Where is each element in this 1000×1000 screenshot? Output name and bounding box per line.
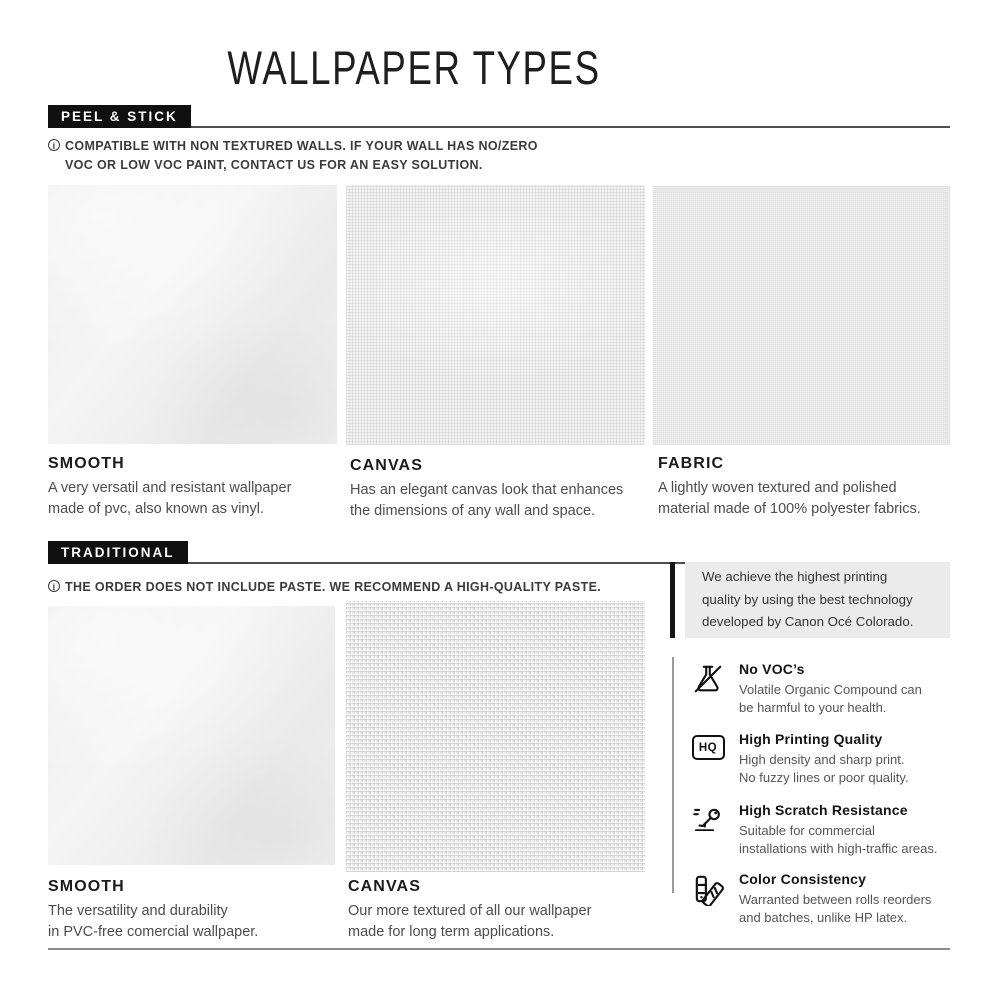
feature-title: Color Consistency [739, 871, 867, 887]
quote-line: quality by using the best technology [702, 591, 913, 607]
swatch-image-fabric-peel-stick [653, 186, 950, 445]
note-line: THE ORDER DOES NOT INCLUDE PASTE. WE RECOMMEND A HIGH-QUALITY PASTE. [65, 580, 602, 594]
desc-line: Has an elegant canvas look that enhances [350, 482, 624, 498]
hq-glyph: HQ [692, 735, 725, 760]
feature-text [739, 661, 922, 718]
swatch-desc-fabric [658, 478, 921, 519]
feature-high-printing-quality [690, 731, 954, 788]
note-line: VOC OR LOW VOC PAINT, CONTACT US FOR AN EASY SOLUTION. [65, 158, 483, 172]
desc-line: in PVC-free comercial wallpaper. [48, 923, 259, 940]
feature-title: High Scratch Resistance [739, 802, 908, 818]
feature-no-voc [690, 661, 954, 718]
desc-line: be harmful to your health. [739, 700, 887, 716]
features-divider-line [672, 657, 674, 893]
desc-line: Suitable for commercial [739, 822, 875, 838]
desc-line: made for long term applications. [348, 923, 555, 940]
feature-desc [739, 891, 931, 929]
desc-line: A very versatil and resistant wallpaper [48, 480, 292, 496]
desc-line: installations with high-traffic areas. [739, 841, 938, 857]
feature-desc [739, 681, 922, 719]
swatch-label-smooth-traditional: SMOOTH [48, 878, 125, 895]
feature-title: No VOC’s [739, 661, 805, 677]
feature-high-scratch-resistance [690, 802, 954, 859]
feature-text [739, 871, 931, 928]
swatch-label-canvas-traditional: CANVAS [348, 878, 421, 895]
section-badge-traditional: TRADITIONAL [48, 541, 188, 564]
desc-line: material made of 100% polyester fabrics. [658, 500, 921, 517]
feature-desc [739, 751, 909, 789]
desc-line: The versatility and durability [48, 903, 228, 919]
desc-line: Warranted between rolls reorders [739, 891, 932, 907]
desc-line: Our more textured of all our wallpaper [348, 903, 592, 919]
quote-line: We achieve the highest printing [702, 568, 888, 584]
feature-title: High Printing Quality [739, 731, 883, 747]
hq-badge-icon [690, 731, 726, 760]
desc-line: and batches, unlike HP latex. [739, 910, 908, 926]
section-badge-peel-stick: PEEL & STICK [48, 105, 191, 128]
feature-text [739, 802, 937, 859]
peel-stick-note [48, 137, 538, 175]
color-swatch-fan-icon [690, 871, 726, 906]
desc-line: No fuzzy lines or poor quality. [739, 770, 909, 786]
info-icon: i [48, 139, 60, 151]
page-title: WALLPAPER TYPES [227, 41, 601, 94]
swatch-desc-smooth-traditional [48, 901, 258, 942]
feature-text [739, 731, 909, 788]
bottom-divider [48, 948, 950, 950]
swatch-label-smooth: SMOOTH [48, 455, 125, 472]
desc-line: A lightly woven textured and polished [658, 480, 897, 496]
swatch-desc-canvas [350, 480, 623, 521]
note-line: COMPATIBLE WITH NON TEXTURED WALLS. IF YOUR WALL HAS NO/ZERO [65, 139, 538, 153]
no-voc-flask-icon [690, 661, 726, 696]
desc-line: Volatile Organic Compound can [739, 681, 922, 697]
feature-desc [739, 822, 937, 860]
swatch-image-canvas-traditional [346, 601, 645, 872]
traditional-note [48, 578, 601, 597]
swatch-desc-smooth [48, 478, 291, 519]
scratch-key-icon [690, 802, 726, 837]
quote-accent-bar [670, 562, 675, 638]
desc-line: High density and sharp print. [739, 751, 905, 767]
desc-line: the dimensions of any wall and space. [350, 502, 596, 519]
printing-quality-quote [685, 562, 950, 638]
feature-color-consistency [690, 871, 954, 928]
swatch-label-canvas: CANVAS [350, 457, 423, 474]
swatch-label-fabric: FABRIC [658, 455, 725, 472]
swatch-image-canvas-peel-stick [346, 185, 645, 445]
info-icon: i [48, 580, 60, 592]
quote-line: developed by Canon Océ Colorado. [702, 614, 914, 630]
swatch-image-smooth-peel-stick [48, 185, 337, 444]
desc-line: made of pvc, also known as vinyl. [48, 500, 264, 517]
swatch-image-smooth-traditional [48, 606, 335, 865]
swatch-desc-canvas-traditional [348, 901, 591, 942]
